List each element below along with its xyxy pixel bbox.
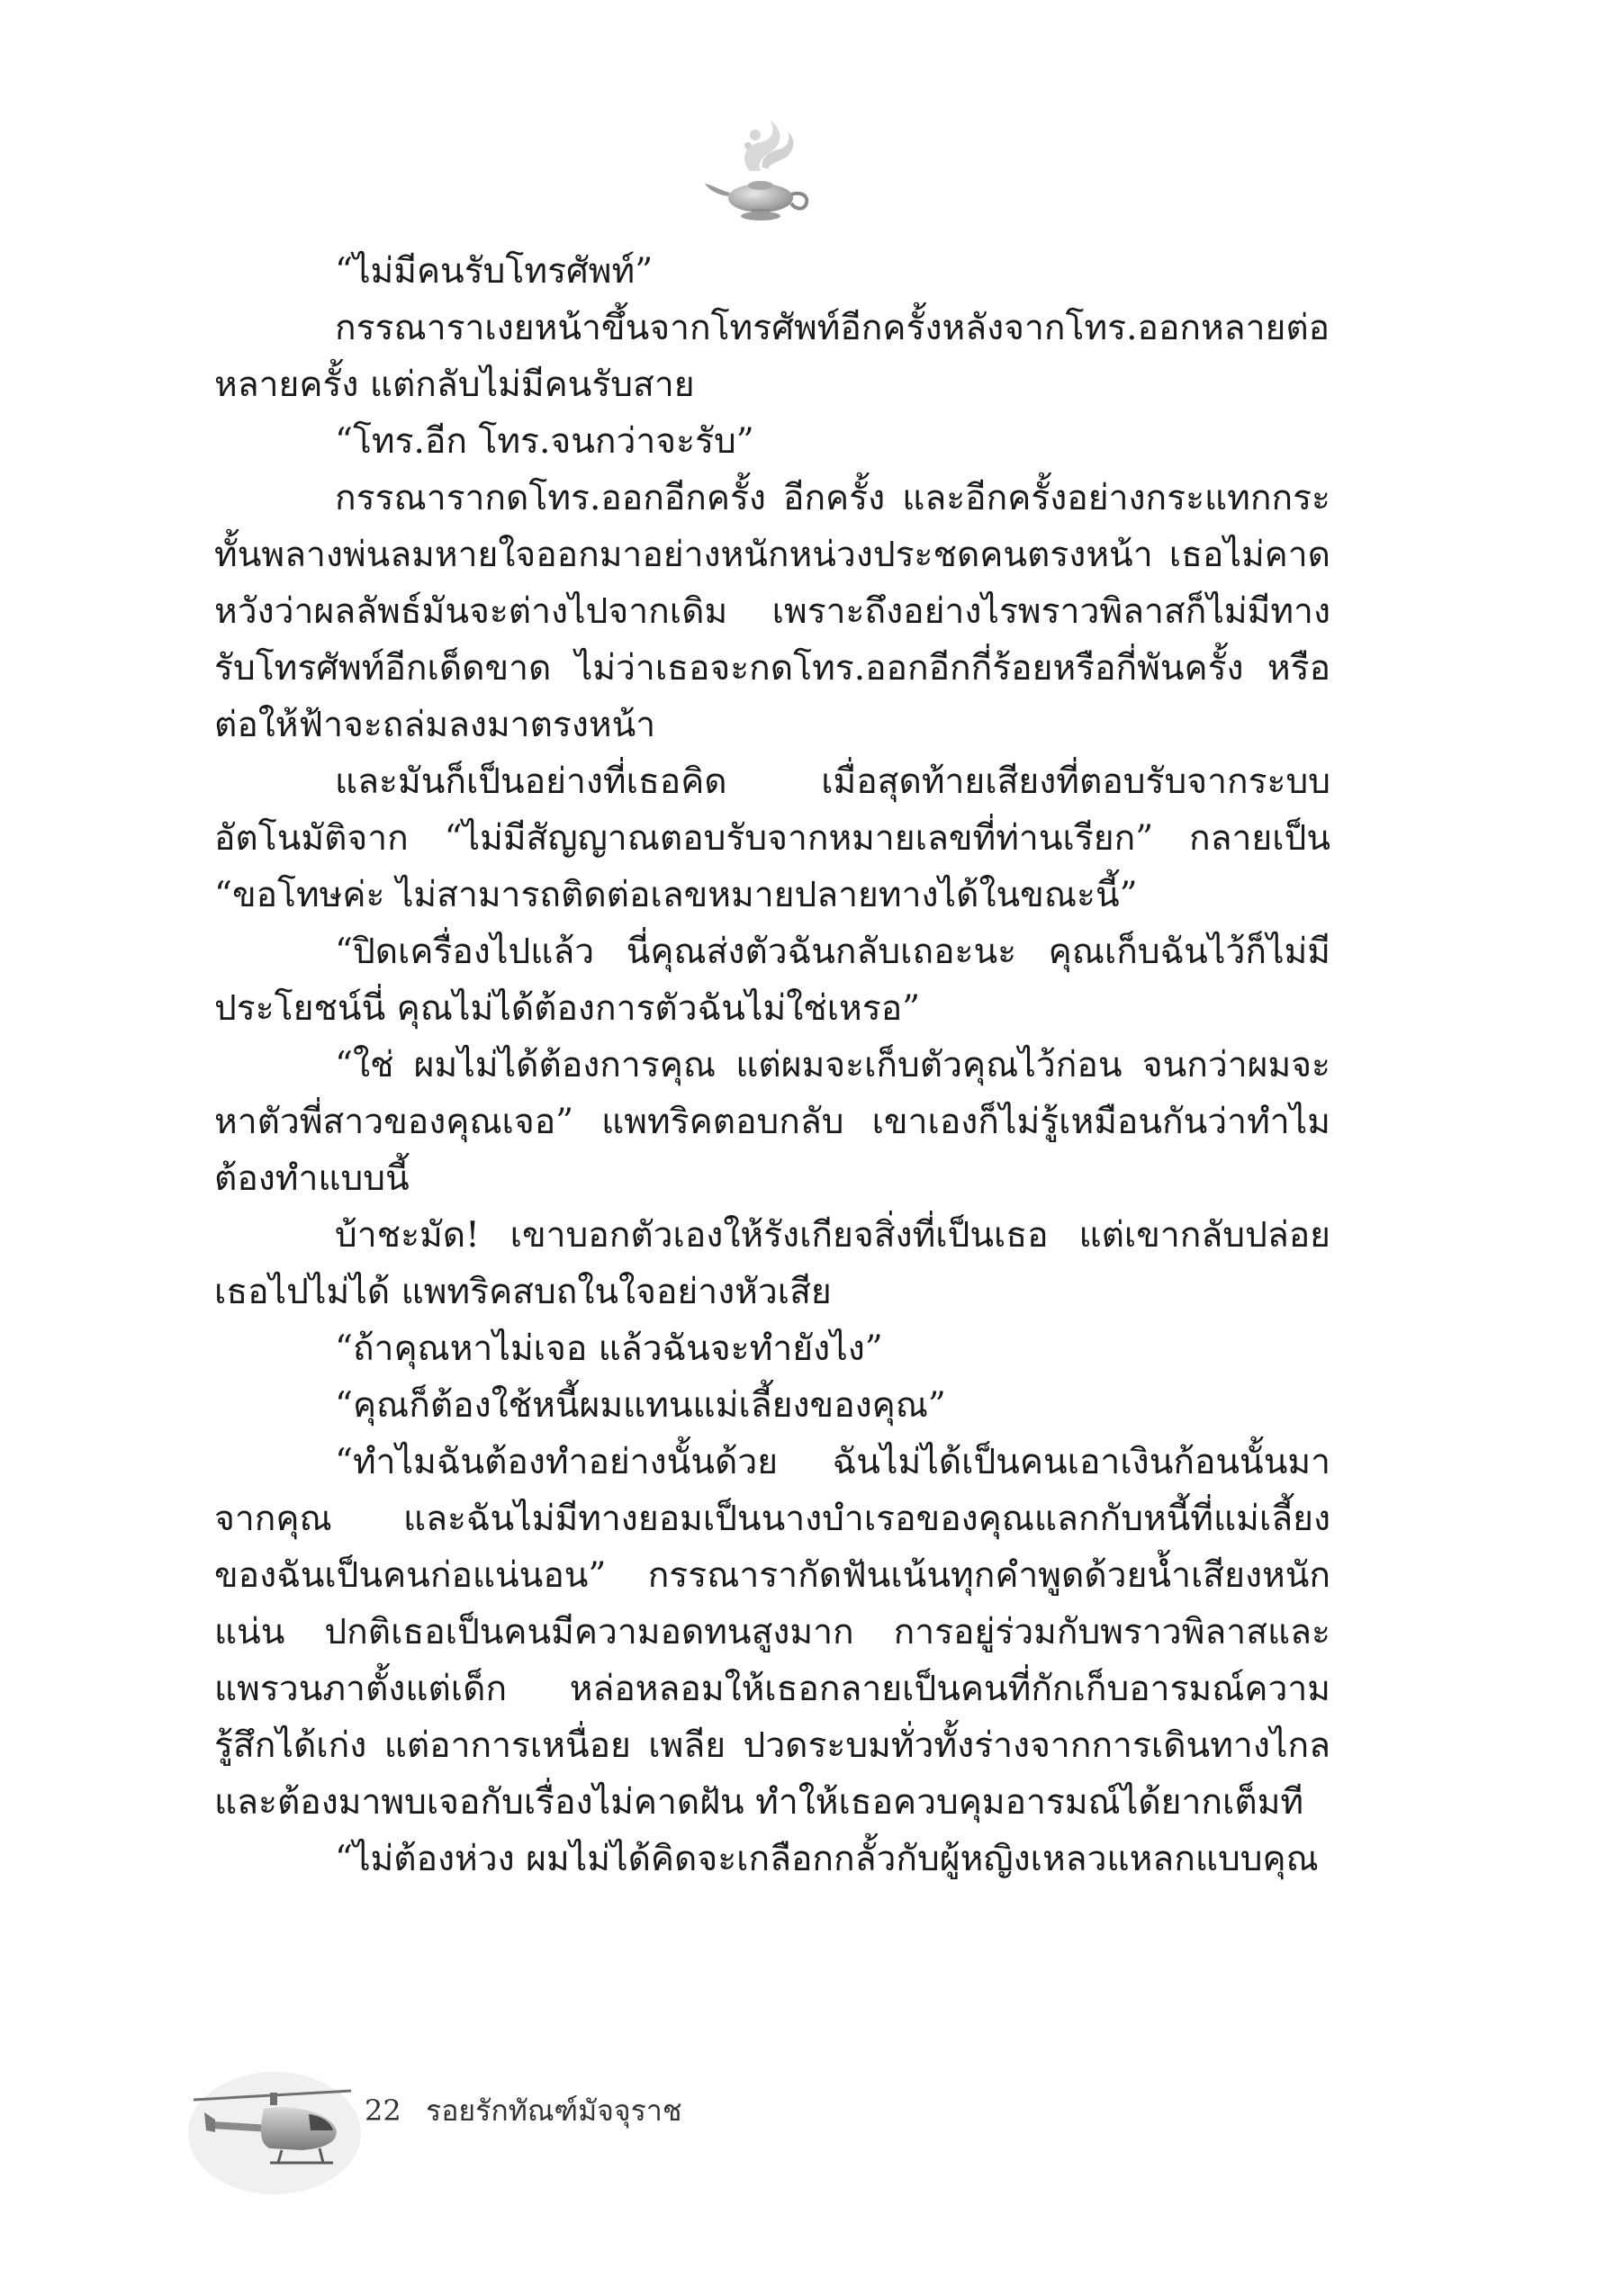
paragraph: “ทำไมฉันต้องทำอย่างนั้นด้วย ฉันไม่ได้เป็นคนเอาเงินก้อนนั้นมาจากคุณ และฉันไม่มีทางยอมเป็นนางบำเรอของคุณแลกกับหนี้ที่แม่เลี้ยงของฉันเป็นคนก่อแน่นอน” กรรณารากัดฟันเน้นทุกคำพูดด้วยน้ำเสียงหนักแน่น ปกติเธอเป็นคนมีความอดทนสูงมาก การอยู่ร่วมกับพราวพิลาสและแพรวนภาตั้งแต่เด็ก หล่อหลอมให้เธอกลายเป็นคนที่กักเก็บอารมณ์ความรู้สึกได้เก่ง แต่อาการเหนื่อย เพลีย ปวดระบมทั่วทั้งร่างจากการเดินทางไกล และต้องมาพบเจอกับเรื่องไม่คาดฝัน ทำให้เธอควบคุมอารมณ์ได้ยากเต็มที [214, 1442, 1330, 1823]
paragraph: “ไม่มีคนรับโทรศัพท์” [335, 251, 654, 292]
paragraph: และมันก็เป็นอย่างที่เธอคิด เมื่อสุดท้ายเสียงที่ตอบรับจากระบบอัตโนมัติจาก “ไม่มีสัญญาณตอบรับจากหมายเลขที่ท่านเรียก” กลายเป็น “ขอโทษค่ะ ไม่สามารถติดต่อเลขหมายปลายทางได้ในขณะนี้” [214, 761, 1330, 915]
helicopter-icon [185, 2066, 365, 2201]
paragraph: “ปิดเครื่องไปแล้ว นี่คุณส่งตัวฉันกลับเถอะนะ คุณเก็บฉันไว้ก็ไม่มีประโยชน์นี่ คุณไม่ได้ต้องการตัวฉันไม่ใช่เหรอ” [214, 932, 1330, 1029]
book-title: รอยรักทัณฑ์มัจจุราช [426, 2093, 682, 2128]
paragraph: “ถ้าคุณหาไม่เจอ แล้วฉันจะทำยังไง” [335, 1328, 883, 1369]
paragraph: บ้าชะมัด! เขาบอกตัวเองให้รังเกียจสิ่งที่เป็นเธอ แต่เขากลับปล่อยเธอไปไม่ได้ แพทริคสบถในใจอย่างหัวเสีย [214, 1215, 1330, 1312]
body-text [214, 243, 1330, 1887]
paragraph: “ไม่ต้องห่วง ผมไม่ได้คิดจะเกลือกกลั้วกับผู้หญิงเหลวแหลกแบบคุณ [335, 1839, 1319, 1879]
paragraph: กรรณาราเงยหน้าขึ้นจากโทรศัพท์อีกครั้งหลังจากโทร.ออกหลายต่อหลายครั้ง แต่กลับไม่มีคนรับสาย [214, 308, 1330, 405]
page-footer [185, 2066, 725, 2201]
paragraph: กรรณารากดโทร.ออกอีกครั้ง อีกครั้ง และอีกครั้งอย่างกระแทกกระทั้นพลางพ่นลมหายใจออกมาอย่างหนักหน่วงประชดคนตรงหน้า เธอไม่คาดหวังว่าผลลัพธ์มันจะต่างไปจากเดิม เพราะถึงอย่างไรพราวพิลาสก็ไม่มีทางรับโทรศัพท์อีกเด็ดขาด ไม่ว่าเธอจะกดโทร.ออกอีกกี่ร้อยหรือกี่พันครั้ง หรือต่อให้ฟ้าจะถล่มลงมาตรงหน้า [214, 478, 1330, 745]
paragraph: “ใช่ ผมไม่ได้ต้องการคุณ แต่ผมจะเก็บตัวคุณไว้ก่อน จนกว่าผมจะหาตัวพี่สาวของคุณเจอ” แพทริคตอบกลับ เขาเองก็ไม่รู้เหมือนกันว่าทำไมต้องทำแบบนี้ [214, 1045, 1330, 1199]
genie-lamp-icon [698, 108, 824, 234]
page-number: 22 [365, 2093, 401, 2128]
paragraph: “คุณก็ต้องใช้หนี้ผมแทนแม่เลี้ยงของคุณ” [335, 1385, 946, 1426]
paragraph: “โทร.อีก โทร.จนกว่าจะรับ” [335, 421, 754, 462]
